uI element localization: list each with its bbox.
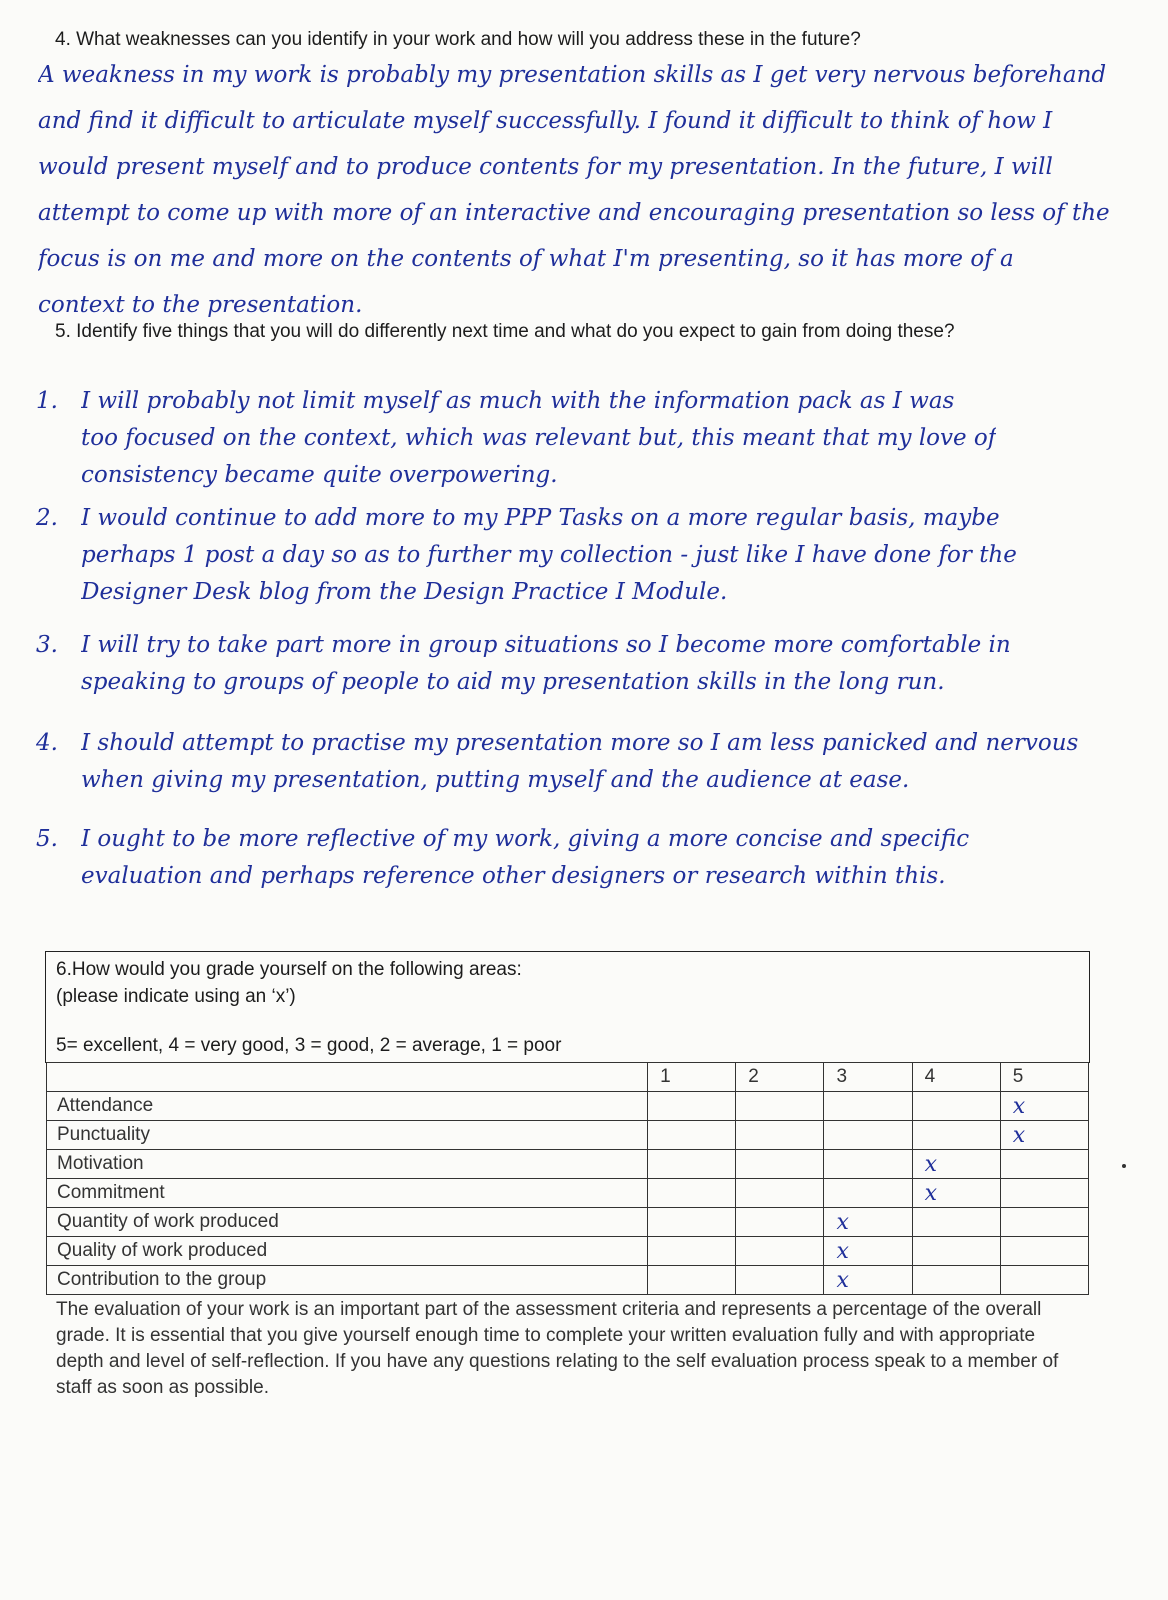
grading-scale: 5= excellent, 4 = very good, 3 = good, 2 = average, 1 = poor <box>56 1035 562 1056</box>
answer-item-text <box>81 632 1011 706</box>
rating-cell <box>736 1092 824 1121</box>
speck <box>1122 1164 1126 1168</box>
rating-mark: x <box>1012 1122 1026 1148</box>
grading-title: 6.How would you grade yourself on the following areas: <box>56 959 522 980</box>
rating-cell <box>824 1266 912 1295</box>
answer-line: when giving my presentation, putting myself and the audience at ease. <box>81 767 910 793</box>
rating-cell <box>912 1179 1000 1208</box>
rating-cell <box>1000 1092 1088 1121</box>
question-5: 5. Identify five things that you will do differently next time and what do you expect to gain from doing these? <box>55 321 955 342</box>
rating-row-label: Punctuality <box>47 1121 648 1150</box>
rating-cell <box>648 1092 736 1121</box>
rating-row <box>47 1092 1089 1121</box>
rating-column-header: 1 <box>648 1063 736 1092</box>
rating-row <box>47 1237 1089 1266</box>
answer-line: and find it difficult to articulate myself successfully. I found it difficult to think of how I <box>38 108 1053 134</box>
rating-row <box>47 1179 1089 1208</box>
grading-footer-note: The evaluation of your work is an important part of the assessment criteria and represents a percentage of the overall grade. It is essential that you give yourself enough time to complete your written evaluation fully and with appropriate depth and level of self-reflection. If you have any questions relating to the self evaluation process speak to a member of staff as soon as possible. <box>56 1299 1059 1398</box>
rating-cell <box>1000 1150 1088 1179</box>
rating-cell <box>912 1266 1000 1295</box>
answer-line: speaking to groups of people to aid my presentation skills in the long run. <box>81 669 945 695</box>
answer-line: too focused on the context, which was relevant but, this meant that my love of <box>81 425 997 451</box>
rating-column-header: 3 <box>824 1063 912 1092</box>
question-4-answer <box>38 62 1128 338</box>
rating-row-label: Motivation <box>47 1150 648 1179</box>
rating-cell <box>912 1237 1000 1266</box>
rating-mark: x <box>836 1267 849 1293</box>
answer-line: context to the presentation. <box>38 292 363 318</box>
answer-line: attempt to come up with more of an interactive and encouraging presentation so less of the <box>38 200 1110 226</box>
rating-cell <box>912 1121 1000 1150</box>
answer-item-text <box>81 505 1017 616</box>
rating-cell <box>824 1208 912 1237</box>
answer-line: would present myself and to produce contents for my presentation. In the future, I will <box>38 154 1053 180</box>
answer-line: I ought to be more reflective of my work, giving a more concise and specific <box>81 826 970 852</box>
answer-line: consistency became quite overpowering. <box>81 462 558 488</box>
answer-item-number: 3. <box>36 632 58 658</box>
rating-row <box>47 1266 1089 1295</box>
grading-header <box>46 952 1089 1062</box>
answer-item-number: 1. <box>36 388 58 414</box>
question-4: 4. What weaknesses can you identify in your work and how will you address these in the future? <box>55 29 861 50</box>
rating-row <box>47 1121 1089 1150</box>
answer-line: evaluation and perhaps reference other designers or research within this. <box>81 863 946 889</box>
answer-item-number: 2. <box>36 505 58 531</box>
rating-cell <box>736 1121 824 1150</box>
rating-column-header: 4 <box>912 1063 1000 1092</box>
rating-row-label: Quantity of work produced <box>47 1208 648 1237</box>
rating-cell <box>824 1237 912 1266</box>
rating-cell <box>736 1208 824 1237</box>
rating-cell <box>648 1179 736 1208</box>
answer-item-text <box>81 388 996 499</box>
answer-line: I would continue to add more to my PPP Tasks on a more regular basis, maybe <box>81 505 1000 531</box>
rating-cell <box>1000 1266 1088 1295</box>
rating-cell <box>912 1092 1000 1121</box>
rating-mark: x <box>836 1238 849 1264</box>
grading-instruction: (please indicate using an ‘x’) <box>56 986 296 1007</box>
rating-cell <box>1000 1121 1088 1150</box>
rating-cell <box>736 1150 824 1179</box>
answer-line: I should attempt to practise my presentation more so I am less panicked and nervous <box>81 730 1079 756</box>
answer-item-text <box>81 730 1078 804</box>
rating-cell <box>912 1208 1000 1237</box>
rating-cell <box>912 1150 1000 1179</box>
rating-table <box>46 1062 1089 1295</box>
answer-line: A weakness in my work is probably my presentation skills as I get very nervous beforehand <box>38 62 1107 88</box>
rating-cell <box>648 1208 736 1237</box>
rating-cell <box>1000 1179 1088 1208</box>
answer-item-text <box>81 826 969 900</box>
rating-cell <box>648 1266 736 1295</box>
rating-mark: x <box>836 1209 849 1235</box>
rating-cell <box>824 1150 912 1179</box>
answer-item-number: 5. <box>36 826 58 852</box>
rating-cell <box>736 1266 824 1295</box>
rating-row <box>47 1150 1089 1179</box>
rating-cell <box>824 1121 912 1150</box>
grading-box <box>45 951 1090 1398</box>
rating-cell <box>1000 1237 1088 1266</box>
rating-cell <box>648 1121 736 1150</box>
answer-line: focus is on me and more on the contents of what I'm presenting, so it has more of a <box>38 246 1014 272</box>
rating-header-row <box>47 1063 1089 1092</box>
rating-row-label: Quality of work produced <box>47 1237 648 1266</box>
rating-cell <box>648 1150 736 1179</box>
rating-header-blank <box>47 1063 648 1092</box>
rating-cell <box>736 1179 824 1208</box>
rating-column-header: 5 <box>1000 1063 1088 1092</box>
rating-cell <box>824 1092 912 1121</box>
rating-cell <box>648 1237 736 1266</box>
rating-mark: x <box>1012 1093 1026 1119</box>
answer-line: I will probably not limit myself as much with the information pack as I was <box>81 388 955 414</box>
rating-mark: x <box>924 1180 938 1206</box>
answer-line: I will try to take part more in group situations so I become more comfortable in <box>81 632 1011 658</box>
answer-line: Designer Desk blog from the Design Practice I Module. <box>81 579 728 605</box>
answer-item-number: 4. <box>36 730 58 756</box>
rating-row <box>47 1208 1089 1237</box>
rating-column-header: 2 <box>736 1063 824 1092</box>
rating-cell <box>1000 1208 1088 1237</box>
rating-cell <box>824 1179 912 1208</box>
answer-line: perhaps 1 post a day so as to further my collection - just like I have done for the <box>81 542 1017 568</box>
rating-cell <box>736 1237 824 1266</box>
rating-mark: x <box>924 1151 938 1177</box>
rating-row-label: Commitment <box>47 1179 648 1208</box>
rating-row-label: Contribution to the group <box>47 1266 648 1295</box>
rating-row-label: Attendance <box>47 1092 648 1121</box>
